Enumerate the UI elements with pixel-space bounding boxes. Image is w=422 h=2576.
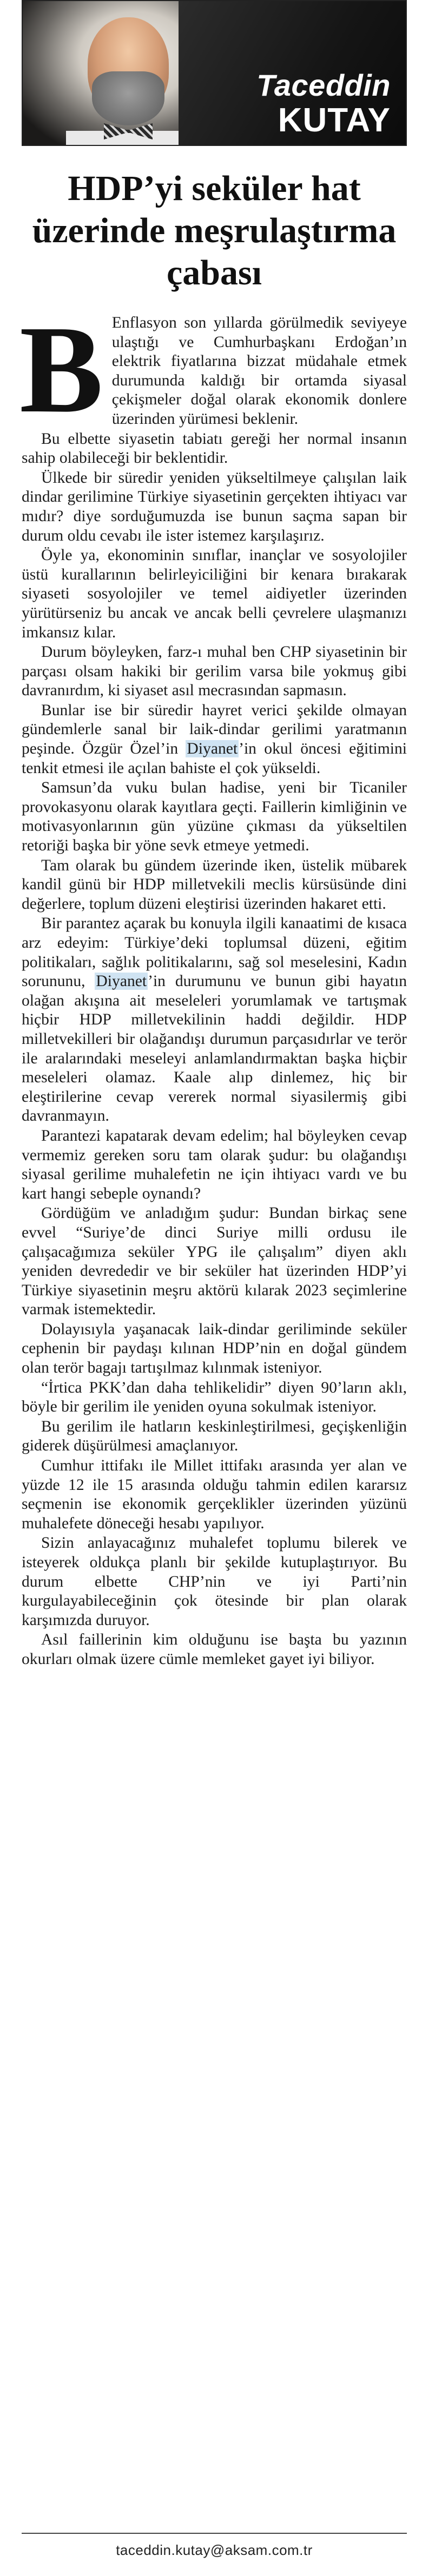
article-paragraph: Ülkede bir süredir yeniden yükseltilmeye çalışılan laik dindar gerilimine Türkiye siyasetinin gerçekten ihtiyacı var mıdır? diye sorduğumuzda ise bunun saçma sapan bir durum oldu cevabı ile ister istemez karşılaşırız. xyxy=(22,469,407,544)
article-paragraph: Bu gerilim ile hatların keskinleştirilmesi, geçişkenliğin giderek düşürülmesi amaçlanıyor. xyxy=(22,1417,407,1455)
article-paragraph: Enflasyon son yıllarda görülmedik seviyeye ulaştığı ve Cumhurbaşkanı Erdoğan’ın elektrik fiyatlarına bizzat müdahale etmek durumunda kaldığı bir ortamda siyasal çekişmeler doğal olarak ekonomik donlere üzerinden yürümesi beklenir. xyxy=(111,314,407,428)
columnist-first-name: Taceddin xyxy=(256,68,391,102)
article-paragraph: Durum böyleyken, farz-ı muhal ben CHP siyasetinin bir parçası olsam hakiki bir gerilim varsa bile yokmuş gibi davranırdım, ki siyaset asıl mecrasından sapmasın. xyxy=(22,643,407,700)
article-paragraph: Gördüğüm ve anladığım şudur: Bundan birkaç sene evvel “Suriye’de dinci Suriye milli ordusu ile çalışacağımıza seküler YPG ile çalışalım” diyen aklı yeniden devrededir ve bir seküler hat üzerinden HDP’yi Türkiye siyasetinin meşru aktörü kılarak 2023 seçimlerine varmak istemektedir. xyxy=(22,1204,407,1319)
article-paragraph: Dolayısıyla yaşanacak laik-dindar geriliminde seküler cephenin bir paydaşı kılınan HDP’nin en doğal gündem olan terör bagajı tartışılmaz kılınmak isteniyor. xyxy=(22,1320,407,1377)
article-paragraph: Bunlar ise bir süredir hayret verici şekilde olmayan gündemlerle sanal bir laik-dindar gerilimi yaratmanın peşinde. Özgür Özel’in Diyanet’in okul öncesi eğitimini tenkit etmesi ile açılan bahiste el çok yükseldi. xyxy=(22,701,407,777)
article-headline: HDP’yi seküler hat üzerinde meşrulaştırma çabası xyxy=(32,169,397,292)
article-paragraph: Cumhur ittifakı ile Millet ittifakı arasında yer alan ve yüzde 12 ile 15 arasında olduğu tahmin edilen kararsız seçmenin ise ekonomik gerçeklikler üzerinden yüzünü muhalefete döneceği hesabı yapılıyor. xyxy=(22,1457,407,1532)
drop-cap: B xyxy=(19,300,103,439)
article-paragraph: “İrtica PKK’dan daha tehlikelidir” diyen 90’ların aklı, böyle bir gerilim ile yeniden oyuna sokulmak isteniyor. xyxy=(22,1379,407,1416)
article-paragraph: Bu elbette siyasetin tabiatı gereği her normal insanın sahip olabileceği bir beklentidir. xyxy=(22,430,407,467)
highlighted-term: Diyanet xyxy=(187,740,238,758)
article-paragraph: Bir parantez açarak bu konuyla ilgili kanaatimi de kısaca arz edeyim: Türkiye’deki toplumsal düzeni, eğitim politikaları, sağlık politikalarını, sağ sol meselesini, Kadın sorununu, Diyanet’in durumunu ve bunun gibi hayatın olağan akışına ait meseleleri yorumlamak ve tartışmak hiçbir HDP milletvekilinin haddi değildir. HDP milletvekilleri bir olağandışı durumun parçasıdırlar ve terör ile aralarındaki meseleyi anlamlandırmaktan başka hiçbir meseleleri olamaz. Kaale alıp dinlemez, hiç bir eleştirilerine cevap vererek normal siyasilermiş gibi davranmayın. xyxy=(22,915,407,1125)
columnist-header xyxy=(22,0,407,146)
article-paragraph: Tam olarak bu gündem üzerinde iken, üstelik mübarek kandil günü bir HDP milletvekili meclis kürsüsünde dini değerlere, toplum düzeni eleştirisi üzerinden hakaret etti. xyxy=(22,856,407,913)
article-paragraph: Öyle ya, ekonominin sınıflar, inançlar ve sosyolojiler üstü kurallarının belirleyiciliğini bir kenara bırakarak siyaseti sosyolojiler ve temel aidiyetler üzerinden yürütürseniz bu ancak ve ancak belli çevrelere ulaşmanızı imkansız kılar. xyxy=(22,547,407,641)
article-paragraph: Sizin anlayacağınız muhalefet toplumu bilerek ve isteyerek oldukça planlı bir şekilde kutuplaştırıyor. Bu durum elbette CHP’nin ve iyi Parti’nin kurgulayabileceğinin çok ötesinde bir plan olarak karşımızda duruyor. xyxy=(22,1534,407,1629)
columnist-last-name: KUTAY xyxy=(278,102,391,139)
article-paragraph: Asıl faillerinin kim olduğunu ise başta bu yazının okurları olmak üzere cümle memleket gayet iyi biliyor. xyxy=(22,1631,407,1668)
highlighted-term: Diyanet xyxy=(96,973,147,990)
author-email: taceddin.kutay@aksam.com.tr xyxy=(116,2542,313,2558)
footer-divider xyxy=(22,2533,407,2534)
article-paragraph: Samsun’da vuku bulan hadise, yeni bir Ticaniler provokasyonu olarak kayıtlara geçti. Faillerin kimliğinin ve motivasyonlarının gün yüzüne çıkması da yükseltilen retoriği başka bir yöne sevk etmeye yetmedi. xyxy=(22,779,407,855)
article-body xyxy=(19,300,407,1669)
article-paragraph: Parantezi kapatarak devam edelim; hal böyleyken cevap vermemiz gereken soru tam olarak şudur: bu olağandışı siyasal gerilime muhalefetin ne için ihtiyacı vardı ve bu kart hangi sebeple oynandı? xyxy=(22,1127,407,1202)
columnist-name xyxy=(256,70,391,137)
